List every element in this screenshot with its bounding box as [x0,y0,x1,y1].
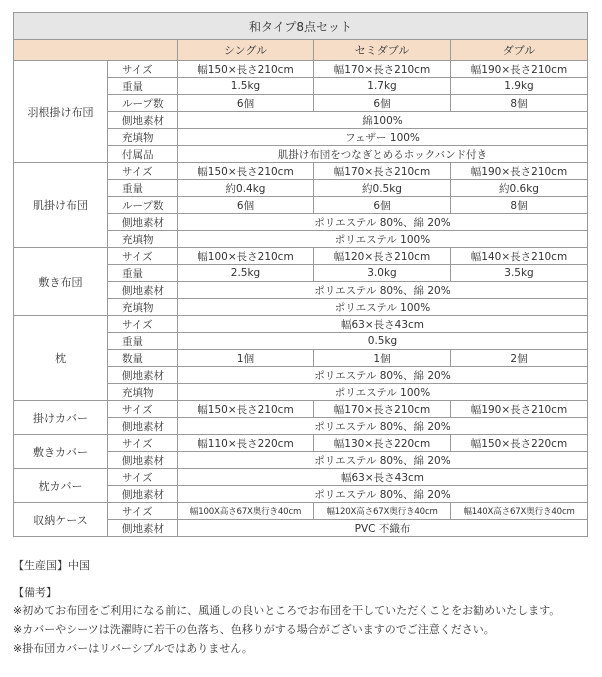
attribute-cell: 充填物 [108,299,178,316]
value-cell: 幅120×長さ210cm [314,248,451,265]
attribute-cell: 重量 [108,333,178,350]
category-cell: 羽根掛け布団 [14,61,108,163]
table-row [14,61,588,78]
column-header-blank [14,40,178,61]
attribute-cell: 側地素材 [108,214,178,231]
attribute-cell: サイズ [108,61,178,78]
value-cell: 幅140×長さ210cm [451,248,588,265]
value-cell: 幅170×長さ210cm [314,401,451,418]
value-cell: 幅140X高さ67X奥行き40cm [451,503,588,520]
attribute-cell: 充填物 [108,384,178,401]
value-cell: 綿100% [178,112,588,129]
column-header-double: ダブル [451,40,588,61]
value-cell: 6個 [314,197,451,214]
value-cell: 幅190×長さ210cm [451,163,588,180]
value-cell: 幅150×長さ220cm [451,435,588,452]
attribute-cell: サイズ [108,469,178,486]
value-cell: 幅100X高さ67X奥行き40cm [178,503,314,520]
value-cell: 8個 [451,197,588,214]
category-cell: 枕 [14,316,108,401]
value-cell: 幅170×長さ210cm [314,61,451,78]
remark-3: ※掛布団カバーはリバーシブルではありません。 [13,642,253,655]
attribute-cell: サイズ [108,163,178,180]
value-cell: 3.5kg [451,265,588,282]
value-cell: 幅63×長さ43cm [178,316,588,333]
table-row [14,469,588,486]
attribute-cell: 側地素材 [108,282,178,299]
value-cell: 2.5kg [178,265,314,282]
remark-1: ※初めてお布団をご利用になる前に、風通しの良いところでお布団を干していただくことをお勧めいたします。 [13,604,561,617]
attribute-cell: サイズ [108,503,178,520]
value-cell: ポリエステル 100% [178,299,588,316]
attribute-cell: 重量 [108,78,178,95]
attribute-cell: 充填物 [108,129,178,146]
attribute-cell: サイズ [108,248,178,265]
value-cell: 幅170×長さ210cm [314,163,451,180]
attribute-cell: サイズ [108,435,178,452]
value-cell: フェザー 100% [178,129,588,146]
value-cell: 8個 [451,95,588,112]
value-cell: ポリエステル 80%、綿 20% [178,367,588,384]
category-cell: 敷き布団 [14,248,108,316]
category-cell: 枕カバー [14,469,108,503]
value-cell: 幅100×長さ210cm [178,248,314,265]
attribute-cell: 数量 [108,350,178,367]
category-cell: 掛けカバー [14,401,108,435]
value-cell: 1個 [314,350,451,367]
value-cell: 1.5kg [178,78,314,95]
category-cell: 肌掛け布団 [14,163,108,248]
value-cell: ポリエステル 80%、綿 20% [178,282,588,299]
value-cell: ポリエステル 80%、綿 20% [178,486,588,503]
category-cell: 収納ケース [14,503,108,537]
table-row [14,316,588,333]
attribute-cell: 重量 [108,265,178,282]
value-cell: 3.0kg [314,265,451,282]
value-cell: 肌掛け布団をつなぎとめるホックバンド付き [178,146,588,163]
attribute-cell: サイズ [108,401,178,418]
value-cell: 6個 [178,197,314,214]
attribute-cell: サイズ [108,316,178,333]
value-cell: 幅110×長さ220cm [178,435,314,452]
table-row [14,503,588,520]
value-cell: 1個 [178,350,314,367]
remarks-title: 【備考】 [13,586,57,599]
value-cell: 約0.4kg [178,180,314,197]
attribute-cell: 側地素材 [108,486,178,503]
value-cell: 約0.5kg [314,180,451,197]
value-cell: 幅120X高さ67X奥行き40cm [314,503,451,520]
attribute-cell: 側地素材 [108,520,178,537]
column-header-semi-double: セミダブル [314,40,451,61]
value-cell: 0.5kg [178,333,588,350]
attribute-cell: 側地素材 [108,112,178,129]
value-cell: 約0.6kg [451,180,588,197]
table-row [14,435,588,452]
value-cell: 6個 [178,95,314,112]
value-cell: 幅190×長さ210cm [451,61,588,78]
table-title: 和タイプ8点セット [14,13,588,40]
value-cell: 1.7kg [314,78,451,95]
value-cell: 幅190×長さ210cm [451,401,588,418]
value-cell: ポリエステル 80%、綿 20% [178,214,588,231]
value-cell: ポリエステル 100% [178,384,588,401]
column-header-single: シングル [178,40,314,61]
attribute-cell: 充填物 [108,231,178,248]
value-cell: 2個 [451,350,588,367]
attribute-cell: 側地素材 [108,418,178,435]
value-cell: 幅130×長さ220cm [314,435,451,452]
value-cell: 幅63×長さ43cm [178,469,588,486]
spec-table [13,12,588,537]
value-cell: 幅150×長さ210cm [178,61,314,78]
attribute-cell: 付属品 [108,146,178,163]
value-cell: 幅150×長さ210cm [178,401,314,418]
value-cell: 1.9kg [451,78,588,95]
table-row [14,401,588,418]
attribute-cell: 重量 [108,180,178,197]
table-row [14,163,588,180]
value-cell: 幅150×長さ210cm [178,163,314,180]
origin-text: 【生産国】中国 [13,559,90,572]
value-cell: 6個 [314,95,451,112]
attribute-cell: 側地素材 [108,367,178,384]
value-cell: PVC 不織布 [178,520,588,537]
attribute-cell: 側地素材 [108,452,178,469]
table-row [14,248,588,265]
attribute-cell: ループ数 [108,197,178,214]
attribute-cell: ループ数 [108,95,178,112]
value-cell: ポリエステル 80%、綿 20% [178,418,588,435]
value-cell: ポリエステル 100% [178,231,588,248]
remark-2: ※カバーやシーツは洗濯時に若干の色落ち、色移りがする場合がございますのでご注意ください。 [13,623,495,636]
category-cell: 敷きカバー [14,435,108,469]
value-cell: ポリエステル 80%、綿 20% [178,452,588,469]
